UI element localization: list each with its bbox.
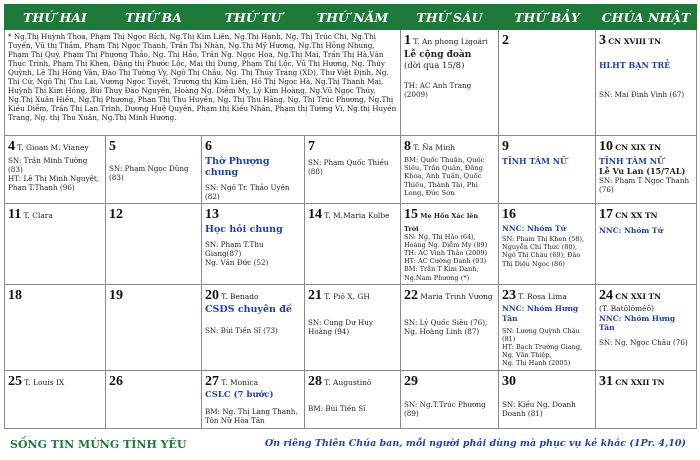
saint-name: T. Augustinô — [324, 377, 372, 387]
day-29 — [401, 370, 499, 428]
day-number: 4 — [8, 139, 15, 154]
header-thursday: THỨ NĂM — [305, 5, 401, 30]
sunday-label: CN XIX TN — [615, 143, 661, 152]
day-number: 1 — [404, 33, 411, 48]
feast-title: TĨNH TÂM NỮ — [502, 155, 568, 166]
day-note: SN: Bùi Tiến Sĩ (73) — [205, 326, 278, 335]
feast-title: Học hỏi chung — [205, 223, 283, 235]
day-3 — [596, 30, 697, 136]
day-number: 30 — [502, 373, 516, 389]
day-note: SN: Phạm Ngọc Dũng (83) — [109, 163, 189, 182]
day-24 — [596, 284, 697, 370]
calendar-grid — [4, 4, 696, 429]
day-note: BM: Quốc Thuận, Quốc Siêu, Trần Quân, Đăng Khoa, Anh Tuấn, Quốc Thiều, Thành Tài, Phi Long, Đức Sơn — [404, 155, 485, 198]
saint-name: T. Rosa Lima — [518, 291, 567, 301]
group-label: NNC: Nhóm Hưng Tân — [502, 304, 579, 323]
day-number: 5 — [109, 139, 116, 154]
saint-name: T. An phong Ligoäri — [413, 37, 488, 46]
feast-title: CSDS chuyên đề — [205, 304, 292, 316]
day-30 — [499, 370, 596, 428]
feast-subtitle: Lễ Vu Lan (15/7AL) — [599, 165, 686, 176]
day-12 — [106, 204, 202, 284]
day-number: 31 — [599, 373, 613, 389]
day-7 — [305, 136, 401, 204]
saint-name: T. Piô X, GH — [324, 291, 370, 301]
day-note: SN: Ng. Ngọc Châu (76) — [599, 338, 688, 348]
day-26 — [106, 370, 202, 428]
saint-name: (T. Batôlômêô) — [599, 304, 655, 314]
header-wednesday: THỨ TƯ — [202, 5, 305, 30]
saint-name: T. M.Maria Kolbe — [324, 211, 390, 221]
day-17 — [596, 204, 697, 284]
day-14 — [305, 204, 401, 284]
day-number: 8 — [404, 139, 411, 154]
day-number: 29 — [404, 373, 418, 389]
day-23 — [499, 284, 596, 370]
day-note: SN: Cung Dư Huy Hoàng (94) — [308, 318, 373, 337]
day-number: 11 — [8, 207, 22, 223]
footer-motto: SỐNG TIN MỪNG TÌNH YÊU — [10, 438, 187, 451]
day-number: 16 — [502, 207, 516, 223]
day-number: 28 — [308, 373, 322, 389]
day-2 — [499, 30, 596, 136]
day-number: 22 — [404, 287, 418, 303]
saint-name: T. Clara — [23, 211, 53, 221]
day-note: SN: Lương Quỳnh Châu (81) — [502, 326, 580, 343]
saint-name: T. Louis IX — [24, 377, 65, 387]
feast-title: Thờ Phượng chung — [205, 155, 270, 179]
day-note: Tôn Nữ Hòa Tân — [205, 415, 265, 425]
header-friday: THỨ SÁU — [401, 5, 499, 30]
saint-name: Maria Trinh Vương — [420, 291, 493, 301]
day-8 — [401, 136, 499, 204]
day-note: HT: Bạch Trường Giang, Ng. Văn Thiệp, — [502, 343, 583, 360]
day-note: SN: Phạm Thị Khen (58), Nguyễn Chí Thức (80), Ngô Thị Châu (69), Đào Thị Diệu Ngọc (86) — [502, 235, 585, 268]
header-monday: THỨ HAI — [5, 5, 106, 30]
day-number: 12 — [109, 207, 123, 223]
day-note: SN: Ng. Thị Hảo (64), — [404, 232, 476, 241]
day-note: Ng.Nam Phương (*) — [404, 273, 470, 282]
day-note: TH: AC Anh Trang (2009) — [404, 81, 472, 100]
day-number: 15 — [404, 207, 418, 223]
day-note: HT: Lê Thị Minh Nguyệt, Phan T.Thanh (96) — [8, 173, 100, 192]
day-11 — [5, 204, 106, 284]
day-number: 7 — [308, 139, 315, 154]
sunday-label: CN XXII TN — [615, 377, 665, 387]
day-18 — [5, 284, 106, 370]
day-number: 9 — [502, 139, 509, 154]
day-note: BM: Ng. Thị Lang Thanh, — [205, 406, 298, 416]
day-note: SN: Ngô Tr. Thảo Uyên (82) — [205, 183, 290, 202]
day-6 — [202, 136, 305, 204]
day-number: 26 — [109, 373, 123, 389]
header-sunday: CHÚA NHẬT — [596, 5, 697, 30]
day-5 — [106, 136, 202, 204]
day-number: 2 — [502, 33, 509, 48]
feast-title: Lễ cộng đoàn — [404, 49, 472, 60]
day-note: SN: Phạm T Ngọc Thanh (76) — [599, 175, 690, 194]
saint-name: Mẹ Hồn Xác lên Trời — [404, 212, 479, 233]
sunday-label: CN XX TN — [615, 211, 658, 221]
day-10 — [596, 136, 697, 204]
day-note: BM: Bùi Tiến Sĩ — [308, 404, 366, 413]
day-note: Hoàng Ng. Diễm My (89) — [404, 241, 488, 249]
day-note: SN: Phạm Quốc Thiều (88) — [308, 157, 389, 176]
saint-name: T. Gioan M. Vianey — [17, 143, 89, 152]
day-16 — [499, 204, 596, 284]
feast-title: CSLC (7 bước) — [205, 390, 274, 400]
feast-title: HLHT BẠN TRẺ — [599, 59, 671, 70]
day-number: 18 — [8, 287, 22, 303]
day-number: 3 — [599, 33, 606, 48]
day-number: 21 — [308, 287, 322, 303]
day-number: 20 — [205, 287, 219, 303]
day-note: Ng. Thị Hạnh (2005) — [502, 359, 571, 368]
day-31 — [596, 370, 697, 428]
feast-subtitle: (dời qua 15/8) — [404, 60, 465, 71]
feast-title: TĨNH TÂM NỮ — [599, 155, 665, 166]
day-note: Ng. Văn Đức (52) — [205, 257, 269, 267]
day-note: SN: Mai Đình Vinh (67) — [599, 89, 685, 99]
day-note: SN: Kiều Ng. Doanh Doanh (81) — [502, 400, 576, 418]
day-21 — [305, 284, 401, 370]
day-number: 25 — [8, 373, 22, 389]
header-saturday: THỨ BẢY — [499, 5, 596, 30]
day-25 — [5, 370, 106, 428]
day-note: SN: Phạm T.Thu Giang(87) — [205, 239, 264, 258]
saint-name: T. Ña Minh — [413, 143, 456, 152]
sunday-label: CN XVIII TN — [608, 37, 661, 46]
day-number: 27 — [205, 373, 219, 389]
day-number: 17 — [599, 207, 613, 223]
intro-names: * Ng.Thị Huỳnh Thoa, Phạm Thị Ngọc Bích, Ng.Thị Kim Liên, Ng.Thị Hạnh, Ng. Thị Trúc Chi, Ng.Thị Tuyến, Vũ thị Thắm, Phạm Thị Ngọc Thanh, Trần Thị Nhàn, Ng.Thị Mỹ Hương, Ng.Thị Hồng Nhung, Phạm Thị Quý, Phạm Thị Phương Thảo, Ng. Thị Hảo, Trần Ng. Ngọc Hoa, Ng.Thị Mai, Trần Thị Hà,Văn Thục Trinh, Phạm Thị Khen, Đặng thị Phước Lộc, Mai thị Dung, Phạm Thị Lộc, Vũ Thị Hương, Ng. Thúy Quỳnh, Lê Thị Hồng Vân, Đào Thị Tường Vy, Ngô Thị Châu, Ng. Thị Thúy Trang (XD), Thư Việt Định, Ng. Thị Cứ, Ngô Thị Thu Lai, Vương Ngọc Tuyết, Trương thị Kim Liên, Hồ Thị Ngọc Hà, Ng.Thị Thanh Mai, Huỳnh Thị Kim Hồng, Bùi Thụy Đào Nguyên, Hoàng Ng. Diễm My, Lý Kim Hoàng, Ng.Vũ Ngọc Thúy, Ng.Thị Xuân Hiền, Ng.Thị Phương, Phan Thị Thu Huyền, Ng. Thị Thu Hằng, Ng. Thị Trúc Phương, Ng.Thị Kiều Diễm, Trần Thị Lan Trinh, Dương Huệ Quyên, Phạm thị Kiều Nhân, Phạm thị Tường Vi, Ng.thị Huyền Trang, Ng. thị Thu Xuân, Ng.Thị Minh Hương. — [8, 32, 397, 122]
day-22 — [401, 284, 499, 370]
sunday-label: CN XXI TN — [615, 291, 661, 301]
saint-name: T. Benado — [221, 291, 259, 301]
day-number: 24 — [599, 287, 613, 303]
day-number: 23 — [502, 287, 516, 303]
day-number: 10 — [599, 139, 613, 154]
day-note: SN: Ng.T.Trúc Phương (89) — [404, 400, 486, 418]
day-note: HT: AC Cường Danh (93) — [404, 257, 487, 266]
day-1 — [401, 30, 499, 136]
day-note: SN: Trần Minh Tường (83) — [8, 155, 88, 174]
intro-names-cell — [5, 30, 401, 136]
footer-verse: Ơn riêng Thiên Chúa ban, mỗi người phải dùng mà phục vụ kẻ khác (1Pr. 4,10) — [264, 438, 686, 449]
day-27 — [202, 370, 305, 428]
day-9 — [499, 136, 596, 204]
day-13 — [202, 204, 305, 284]
day-note: TH: AC Vinh Thảo (2009) — [404, 249, 488, 258]
day-4 — [5, 136, 106, 204]
day-19 — [106, 284, 202, 370]
day-note: SN: Lý Quốc Siêu (76), Ng. Hoàng Linh (87) — [404, 318, 488, 337]
day-number: 13 — [205, 207, 219, 223]
day-number: 6 — [205, 139, 212, 154]
group-label: NNC: Nhóm Tứ — [502, 223, 566, 233]
day-note: BM: Trần T Kim Danh, — [404, 265, 479, 274]
group-label: NNC: Nhóm Tứ — [599, 225, 663, 235]
day-15 — [401, 204, 499, 284]
header-tuesday: THỨ BA — [106, 5, 202, 30]
day-number: 14 — [308, 207, 322, 223]
day-20 — [202, 284, 305, 370]
day-number: 19 — [109, 287, 123, 303]
saint-name: T. Monica — [221, 377, 259, 387]
day-28 — [305, 370, 401, 428]
group-label: NNC: Nhóm Hưng Tân — [599, 313, 676, 332]
